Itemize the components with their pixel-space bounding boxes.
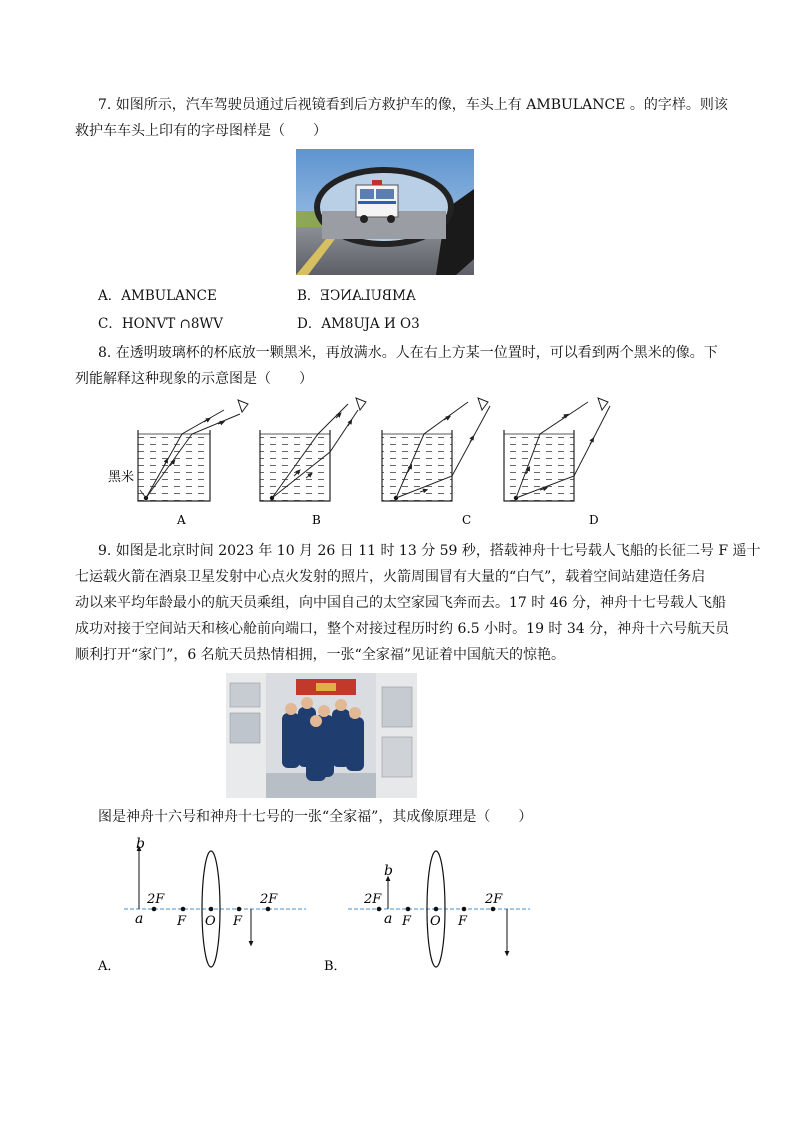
q9-a-label-b: b — [136, 836, 145, 852]
rearview-mirror-photo — [296, 149, 474, 275]
q7-option-b-mirrored-text: AMBULANCE — [320, 288, 417, 304]
q9-option-a: A． — [98, 959, 121, 974]
q9-line5: 顺利打开“家门”，6 名航天员热情相拥，一张“全家福”见证着中国航天的惊艳。 — [75, 647, 565, 663]
q8-label-d: D — [589, 513, 599, 527]
q8-line1: 8. 在透明玻璃杯的杯底放一颗黑米，再放满水。人在右上方某一位置时，可以看到两个黑米的像。下 — [98, 345, 718, 361]
q7-option-a: A．AMBULANCE — [98, 288, 217, 304]
q9-line2: 七运载火箭在酒泉卫星发射中心点火发射的照片，火箭周围冒有大量的“白气”，载着空间站建造任务启 — [75, 569, 706, 585]
q9-option-b: B． — [324, 959, 347, 974]
q9-b-label-2f-left: 2F — [364, 892, 382, 907]
q9-a-label-o: O — [205, 914, 216, 929]
astronaut-group-photo — [226, 673, 417, 798]
q9-line1: 9. 如图是北京时间 2023 年 10 月 26 日 11 时 13 分 59 秒，搭载神舟十七号载人飞船的长征二号 F 遥十 — [98, 543, 761, 559]
q9-b-label-a: a — [384, 911, 393, 927]
q9-b-label-b: b — [384, 863, 393, 879]
q8-line2: 列能解释这种现象的示意图是（ ） — [75, 371, 313, 387]
q7-line1: 7. 如图所示，汽车驾驶员通过后视镜看到后方救护车的像，车头上有 AMBULANCE 。的字样。则该 — [98, 97, 728, 113]
q9-line3: 动以来平均年龄最小的航天员乘组，向中国自己的太空家园飞奔而去。17 时 46 分，神舟十七号载人飞船 — [75, 595, 726, 611]
q8-label-b: B — [312, 513, 321, 527]
q9-a-label-2f-right: 2F — [260, 892, 278, 907]
q9-a-label-2f-left: 2F — [147, 892, 165, 907]
q9-b-label-o: O — [430, 914, 441, 929]
q8-glass-a — [138, 400, 248, 501]
q8-glass-c — [382, 398, 490, 501]
q9-a-label-f-right: F — [233, 914, 243, 929]
q7-option-b — [297, 286, 416, 306]
q9-a-label-f-left: F — [177, 914, 187, 929]
q8-rice-label: 黑米 — [108, 470, 135, 485]
q9-lens-diagram-b — [320, 832, 535, 977]
q9-lens-diagram-a — [92, 832, 312, 977]
q7-line2: 救护车车头上印有的字母图样是（ ） — [75, 123, 327, 139]
q9-b-label-f-right: F — [458, 914, 468, 929]
q9-question: 图是神舟十六号和神舟十七号的一张“全家福”，其成像原理是（ ） — [98, 809, 533, 825]
q8-label-c: C — [462, 513, 472, 527]
q7-option-d: D．AM8UJA И O3 — [297, 316, 420, 332]
q8-label-a: A — [177, 513, 186, 527]
q9-b-label-f-left: F — [402, 914, 412, 929]
q8-glass-d — [504, 398, 610, 501]
q7-option-b-prefix: B． — [297, 288, 321, 304]
q8-refraction-diagrams — [100, 392, 620, 532]
q9-line4: 成功对接于空间站天和核心舱前向端口，整个对接过程历时约 6.5 小时。19 时 34 分，神舟十六号航天员 — [75, 621, 730, 637]
q9-b-label-2f-right: 2F — [485, 892, 503, 907]
q8-glass-b — [260, 398, 366, 501]
q7-option-c: C．HONVT ∩8WV — [98, 316, 224, 332]
q9-a-label-a: a — [135, 911, 144, 927]
